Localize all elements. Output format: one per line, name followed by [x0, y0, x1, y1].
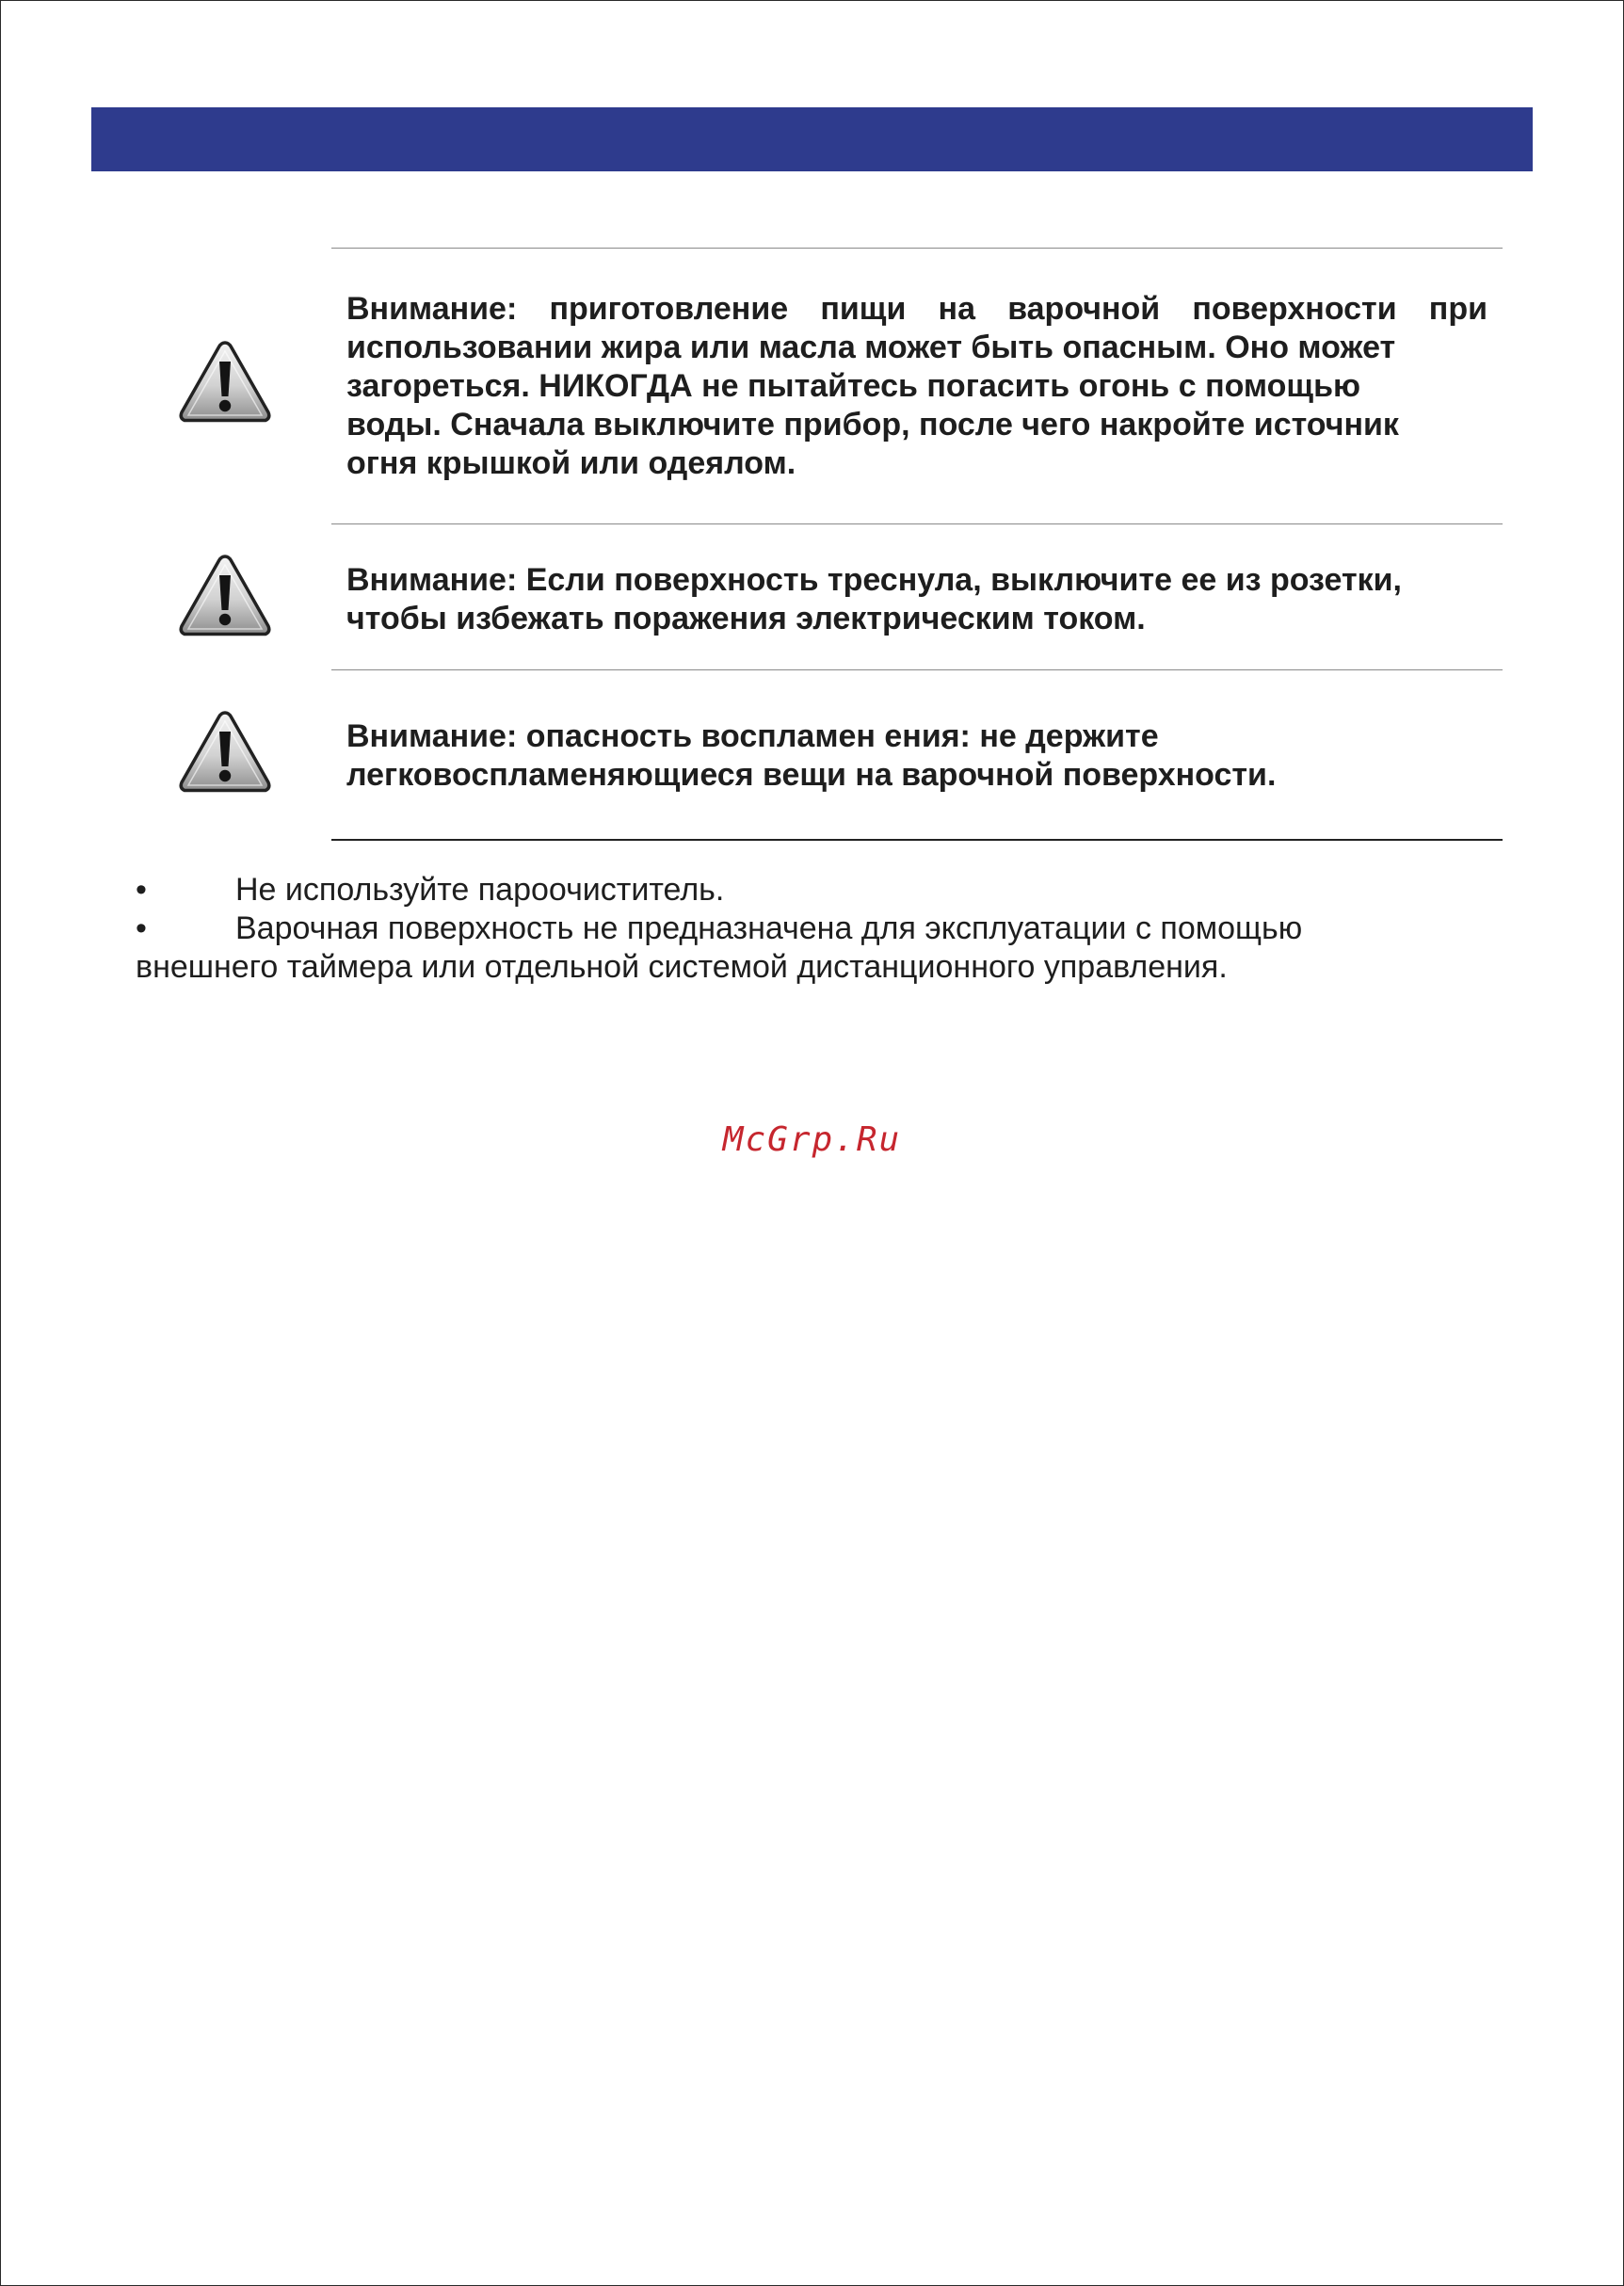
divider	[331, 523, 1503, 524]
warning-line: Внимание: Если поверхность треснула, выключите ее из розетки,	[346, 562, 1402, 598]
watermark: McGrp.Ru	[722, 1120, 902, 1159]
warning-text	[346, 561, 1487, 638]
warning-line: огня крышкой или одеялом.	[346, 445, 796, 481]
list-item	[136, 910, 1454, 948]
bullet-marker: •	[136, 910, 147, 946]
warning-line: Внимание: приготовление пищи на варочной поверхности при	[346, 291, 1487, 327]
warning-line: использовании жира или масла может быть опасным. Оно может	[346, 330, 1396, 365]
warning-triangle-icon	[177, 552, 273, 640]
divider	[331, 839, 1503, 841]
divider	[331, 669, 1503, 670]
warning-line: чтобы избежать поражения электрическим током.	[346, 601, 1146, 636]
divider	[331, 248, 1503, 249]
warning-line: легковоспламеняющиеся вещи на варочной поверхности.	[346, 757, 1277, 793]
warning-triangle-icon	[177, 708, 273, 797]
header-bar	[91, 107, 1533, 171]
list-item	[136, 871, 1454, 910]
warning-triangle-icon	[177, 338, 273, 427]
warning-line: воды. Сначала выключите прибор, после чего накройте источник	[346, 407, 1399, 443]
warning-line: загореться. НИКОГДА не пытайтесь погасить огонь с помощью	[346, 368, 1361, 404]
list-item-text: Варочная поверхность не предназначена для эксплуатации с помощью	[235, 910, 1303, 946]
bullet-list	[136, 871, 1454, 987]
list-item-continuation: внешнего таймера или отдельной системой дистанционного управления.	[136, 949, 1228, 985]
list-item-text: Не используйте пароочиститель.	[235, 872, 725, 908]
warning-text	[346, 290, 1487, 483]
warning-text	[346, 717, 1487, 795]
warning-line: Внимание: опасность воспламен ения: не держите	[346, 718, 1159, 754]
bullet-marker: •	[136, 872, 147, 908]
